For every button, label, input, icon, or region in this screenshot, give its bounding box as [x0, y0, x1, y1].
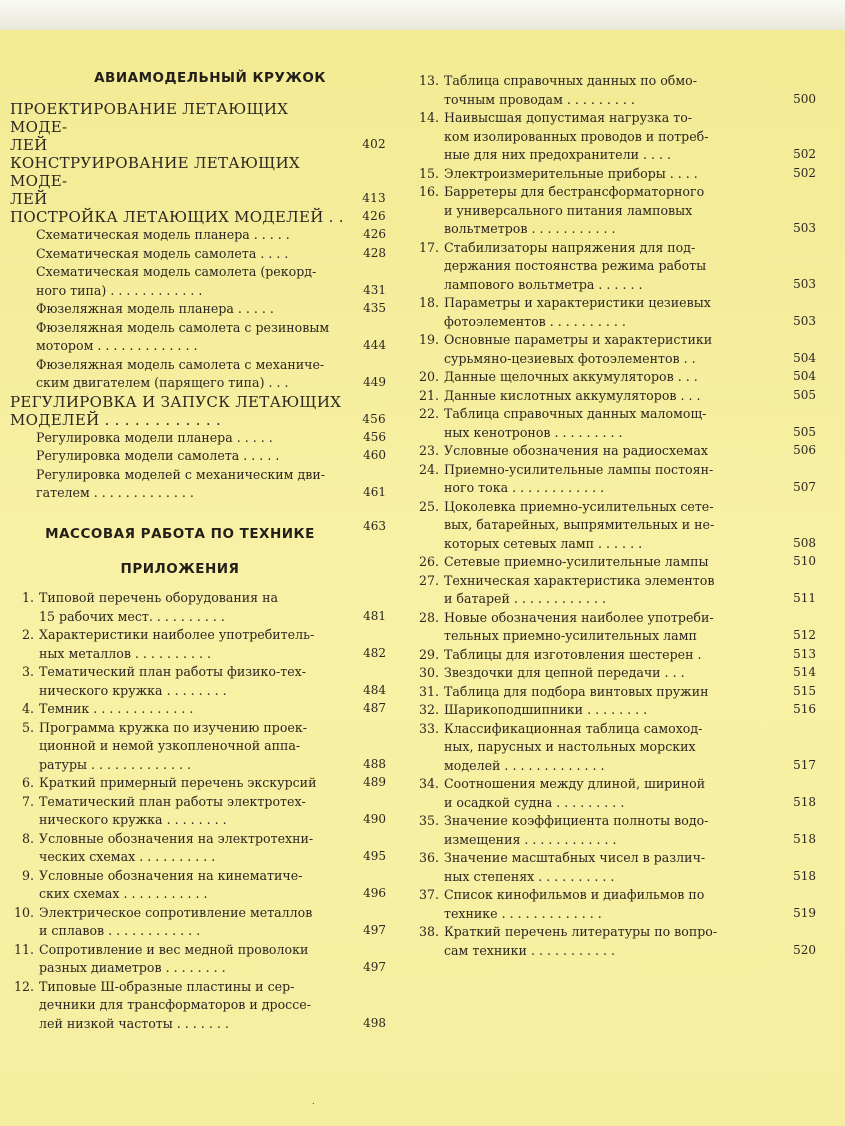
entry-text: Звездочки для цепной передачи . . .	[444, 665, 685, 680]
entry-number: 14.	[418, 110, 439, 125]
page-number: 506	[793, 443, 816, 457]
toc-entry-line: сам техники . . . . . . . . . . .	[444, 942, 616, 958]
toc-entry-line: ных кенотронов . . . . . . . . .	[444, 424, 623, 440]
toc-entry-line: Схематическая модель самолета . . . .	[36, 245, 289, 261]
toc-entry-line: тельных приемно-усилительных ламп	[444, 628, 697, 643]
toc-entry	[10, 100, 410, 154]
toc-entry	[10, 447, 410, 466]
page-number: 444	[363, 338, 386, 352]
toc-entry-line	[415, 701, 780, 720]
toc-entry-line: которых сетевых ламп . . . . . .	[444, 535, 643, 551]
toc-entry-line	[415, 923, 780, 942]
page-number: 426	[363, 227, 386, 241]
page-number: 520	[793, 942, 816, 957]
page-number: 503	[793, 221, 816, 235]
entry-number: 37.	[418, 887, 439, 902]
toc-entry-line: МОДЕЛЕЙ . . . . . . . . . . . .	[10, 410, 222, 429]
toc-entry-line: ЛЕЙ	[10, 136, 48, 154]
entry-number: 4.	[21, 701, 34, 716]
toc-section-appendix-right	[415, 72, 840, 960]
entry-text: Основные параметры и характеристики	[444, 332, 713, 347]
toc-entry	[10, 626, 410, 663]
page-number: 428	[363, 245, 386, 260]
page-number: 435	[363, 301, 386, 315]
toc-entry-line	[10, 589, 350, 608]
toc-entry-line: ПРОЕКТИРОВАНИЕ ЛЕТАЮЩИХ МОДЕ-	[10, 100, 289, 136]
entry-number: 20.	[418, 369, 439, 384]
toc-entry	[415, 572, 840, 609]
page-number: 460	[363, 448, 386, 462]
page-number: 496	[363, 886, 386, 900]
entry-text: Техническая характеристика элементов	[444, 572, 715, 588]
page-number: 426	[362, 209, 386, 223]
toc-entry	[415, 72, 840, 109]
entry-text: Параметры и характеристики цезиевых	[444, 295, 711, 310]
toc-entry-line	[10, 793, 350, 812]
toc-entry-line	[10, 719, 350, 738]
toc-entry-mass-work	[10, 518, 410, 544]
toc-entry-line: ратуры . . . . . . . . . . . . .	[39, 756, 192, 772]
page-number: 502	[793, 165, 816, 180]
entry-text: Значение масштабных чисел в различ-	[444, 850, 706, 865]
entry-text: Типовые Ш-образные пластины и сер-	[39, 978, 295, 994]
entry-number: 38.	[418, 924, 439, 939]
toc-entry	[10, 356, 410, 393]
entry-number: 25.	[418, 498, 439, 514]
toc-entry-line: РЕГУЛИРОВКА И ЗАПУСК ЛЕТАЮЩИХ	[10, 392, 342, 411]
toc-entry-line: сурьмяно-цезиевых фотоэлементов . .	[444, 350, 696, 366]
entry-text: Электрическое сопротивление металлов	[39, 904, 313, 920]
page-number: 503	[793, 276, 816, 291]
entry-number: 17.	[418, 239, 439, 255]
toc-entry-line: вых, батарейных, выпрямительных и не-	[444, 517, 715, 532]
toc-entry	[10, 226, 410, 245]
entry-text: Темник . . . . . . . . . . . . .	[39, 701, 194, 716]
toc-entry	[415, 849, 840, 886]
toc-entry-line	[415, 461, 780, 480]
page-number: 413	[362, 191, 386, 205]
toc-entry-line	[415, 368, 780, 387]
page-number: 502	[793, 147, 816, 161]
entry-text: Сетевые приемно-усилительные лампы	[444, 554, 709, 569]
entry-text: Краткий примерный перечень экскурсий	[39, 775, 317, 790]
toc-entry-line	[10, 904, 350, 923]
entry-text: Наивысшая допустимая нагрузка то-	[444, 110, 693, 125]
toc-entry-line: лампового вольтметра . . . . . .	[444, 276, 643, 292]
toc-entry	[10, 793, 410, 830]
entry-text: Краткий перечень литературы по вопро-	[444, 924, 718, 939]
page-number: 505	[793, 424, 816, 439]
toc-entry-line	[415, 165, 780, 184]
page-number: 505	[793, 387, 816, 402]
page-number: 482	[363, 645, 386, 660]
entry-number: 23.	[418, 443, 439, 458]
entry-number: 26.	[418, 554, 439, 569]
page-number: 497	[363, 960, 386, 974]
entry-number: 21.	[418, 387, 439, 403]
entry-text: Характеристики наиболее употребитель-	[39, 627, 315, 642]
page-number: 517	[793, 757, 816, 772]
left-column	[10, 70, 410, 1033]
toc-entry	[10, 589, 410, 626]
entry-number: 36.	[418, 850, 439, 865]
toc-entry-line	[415, 664, 780, 683]
entry-number: 12.	[13, 978, 34, 994]
entry-number: 28.	[418, 609, 439, 625]
page-number: 514	[793, 665, 816, 679]
page-number: 518	[793, 794, 816, 809]
page-number: 495	[363, 849, 386, 863]
toc-entry	[415, 664, 840, 683]
entry-text: Стабилизаторы напряжения для под-	[444, 239, 696, 255]
toc-entry	[415, 109, 840, 165]
toc-section-aviamodel	[10, 100, 410, 503]
page-number: 516	[793, 702, 816, 716]
toc-entry-line	[415, 609, 780, 628]
toc-entry-line: Фюзеляжная модель планера . . . . .	[36, 301, 274, 316]
entry-number: 1.	[21, 590, 34, 605]
entry-text: Данные щелочных аккумуляторов . . .	[444, 369, 698, 384]
background-edge	[0, 0, 845, 30]
entry-text: Новые обозначения наиболее употреби-	[444, 609, 714, 625]
entry-number: 22.	[418, 406, 439, 421]
toc-entry-line: ного типа) . . . . . . . . . . . .	[36, 282, 203, 298]
page-number: 490	[363, 812, 386, 826]
toc-entry-line: Регулировка моделей с механическим дви-	[36, 466, 325, 482]
entry-number: 5.	[21, 719, 34, 735]
toc-entry	[10, 663, 410, 700]
toc-entry-line: Фюзеляжная модель самолета с резиновым	[36, 319, 330, 335]
toc-entry	[415, 239, 840, 295]
entry-number: 13.	[418, 73, 439, 88]
page-number: 489	[363, 775, 386, 789]
page-number: 513	[793, 646, 816, 661]
page-number: 507	[793, 480, 816, 494]
page-number: 461	[363, 485, 386, 499]
toc-entry-line	[415, 387, 780, 406]
entry-number: 32.	[418, 702, 439, 717]
toc-entry-line: ских схемах . . . . . . . . . . .	[39, 886, 208, 901]
page-number: 515	[793, 683, 816, 698]
toc-entry-line	[415, 572, 780, 591]
right-column	[415, 72, 840, 960]
page-number: 504	[793, 350, 816, 365]
toc-entry-line	[415, 553, 780, 572]
toc-entry-line: ком изолированных проводов и потреб-	[444, 128, 709, 144]
entry-number: 7.	[21, 793, 34, 809]
entry-number: 8.	[21, 830, 34, 846]
toc-entry-line: Регулировка модели планера . . . . .	[36, 429, 273, 445]
toc-entry	[415, 812, 840, 849]
toc-entry-line: ционной и немой узкопленочной аппа-	[39, 738, 301, 753]
entry-text: Таблица для подбора винтовых пружин	[444, 683, 709, 699]
toc-entry-line	[10, 700, 350, 719]
toc-entry-line: точным проводам . . . . . . . . .	[444, 91, 635, 107]
toc-entry-line	[415, 886, 780, 905]
toc-entry	[415, 683, 840, 702]
entry-text: Таблица справочных данных по обмо-	[444, 73, 697, 88]
toc-entry-line	[10, 830, 350, 849]
page-number: 498	[363, 1015, 386, 1030]
toc-entry	[10, 978, 410, 1034]
entry-text: Соотношения между длиной, шириной	[444, 776, 706, 791]
page-number: 481	[363, 608, 386, 623]
toc-entry	[10, 300, 410, 319]
page-number: 402	[362, 137, 386, 151]
toc-entry	[10, 830, 410, 867]
section-heading-mass-work: МАССОВАЯ РАБОТА ПО ТЕХНИКЕ	[45, 525, 315, 542]
toc-entry-line: ных, парусных и настольных морских	[444, 739, 696, 754]
toc-entry	[415, 294, 840, 331]
entry-number: 34.	[418, 776, 439, 791]
toc-entry-line: и универсального питания ламповых	[444, 202, 693, 218]
entry-text: Барретеры для бестрансформаторного	[444, 184, 705, 199]
entry-number: 33.	[418, 720, 439, 736]
entry-number: 24.	[418, 461, 439, 477]
page-number: 510	[793, 554, 816, 568]
toc-entry	[10, 774, 410, 793]
toc-entry-line	[10, 626, 350, 645]
toc-entry-line: КОНСТРУИРОВАНИЕ ЛЕТАЮЩИХ МОДЕ-	[10, 154, 300, 190]
entry-number: 27.	[418, 572, 439, 588]
entry-number: 30.	[418, 665, 439, 680]
toc-entry-line	[415, 646, 780, 665]
toc-entry	[415, 609, 840, 646]
toc-entry	[10, 319, 410, 356]
toc-entry	[415, 331, 840, 368]
toc-entry	[415, 461, 840, 498]
entry-text: Тематический план работы электротех-	[39, 793, 306, 809]
page-number: 500	[793, 91, 816, 106]
toc-entry	[415, 923, 840, 960]
toc-entry-line: держания постоянства режима работы	[444, 258, 707, 273]
toc-entry	[415, 498, 840, 554]
toc-entry-line	[415, 331, 780, 350]
toc-entry	[415, 646, 840, 665]
toc-entry-line	[415, 498, 780, 517]
toc-entry-line: ные для них предохранители . . . .	[444, 147, 672, 162]
toc-entry-line: разных диаметров . . . . . . . .	[39, 960, 226, 975]
toc-entry	[10, 466, 410, 503]
toc-entry-line: фотоэлементов . . . . . . . . . .	[444, 313, 626, 329]
toc-entry	[10, 245, 410, 264]
entry-number: 16.	[418, 184, 439, 199]
toc-entry-line	[415, 239, 780, 258]
toc-entry-line: 15 рабочих мест. . . . . . . . . .	[39, 608, 225, 624]
toc-entry	[10, 700, 410, 719]
page-number: 504	[793, 369, 816, 383]
toc-entry	[415, 387, 840, 406]
entry-text: Таблица справочных данных маломощ-	[444, 406, 707, 421]
toc-entry-line: нического кружка . . . . . . . .	[39, 682, 227, 698]
page-number: 488	[363, 756, 386, 771]
page-number: 503	[793, 313, 816, 328]
page-number: 511	[793, 591, 816, 605]
page-number: 497	[363, 923, 386, 937]
footer-mark: .	[312, 1097, 315, 1106]
entry-text: Условные обозначения на радиосхемах	[444, 443, 708, 458]
toc-entry-line: мотором . . . . . . . . . . . . .	[36, 338, 198, 353]
toc-entry-line	[415, 775, 780, 794]
entry-text: Типовой перечень оборудования на	[39, 590, 279, 605]
entry-number: 31.	[418, 683, 439, 699]
toc-entry-line: и сплавов . . . . . . . . . . . .	[39, 923, 201, 938]
entry-text: Список кинофильмов и диафильмов по	[444, 887, 705, 902]
toc-entry-line	[415, 683, 780, 702]
entry-number: 2.	[21, 627, 34, 642]
entry-text: Приемно-усилительные лампы постоян-	[444, 461, 714, 477]
toc-entry	[10, 208, 410, 226]
entry-text: Классификационная таблица самоход-	[444, 720, 703, 736]
toc-entry	[10, 941, 410, 978]
toc-entry-line: измещения . . . . . . . . . . . .	[444, 831, 617, 847]
entry-number: 6.	[21, 775, 34, 790]
entry-text: Электроизмерительные приборы . . . .	[444, 165, 698, 181]
page-number: 463	[363, 518, 386, 533]
toc-entry-line: Фюзеляжная модель самолета с механиче-	[36, 356, 325, 372]
page-number: 518	[793, 868, 816, 883]
toc-entry-line: технике . . . . . . . . . . . . .	[444, 905, 602, 921]
entry-number: 29.	[418, 646, 439, 662]
toc-entry-line	[10, 941, 350, 960]
page-number: 519	[793, 905, 816, 920]
toc-entry-line: Схематическая модель планера . . . . .	[36, 227, 290, 242]
entry-number: 18.	[418, 295, 439, 310]
toc-entry	[415, 720, 840, 776]
entry-number: 35.	[418, 813, 439, 828]
entry-number: 10.	[13, 904, 34, 920]
toc-entry	[10, 393, 410, 429]
entry-text: Программа кружка по изучению проек-	[39, 719, 308, 735]
toc-entry-line: Схематическая модель самолета (рекорд-	[36, 264, 317, 279]
toc-entry	[10, 904, 410, 941]
entry-text: Цоколевка приемно-усилительных сете-	[444, 498, 714, 514]
toc-entry-line: ческих схемах . . . . . . . . . .	[39, 849, 216, 864]
page-number: 449	[363, 375, 386, 389]
toc-entry-line: ским двигателем (парящего типа) . . .	[36, 375, 289, 390]
toc-entry-line	[10, 663, 350, 682]
entry-number: 11.	[13, 941, 34, 957]
toc-entry	[10, 719, 410, 775]
toc-entry	[415, 553, 840, 572]
toc-entry	[415, 775, 840, 812]
toc-entry-line	[10, 978, 350, 997]
toc-entry-line: и осадкой судна . . . . . . . . .	[444, 794, 625, 810]
toc-entry	[10, 154, 410, 208]
page-number: 484	[363, 682, 386, 697]
page-number: 431	[363, 282, 386, 297]
toc-entry-line: ных степенях . . . . . . . . . .	[444, 868, 615, 884]
entry-text: Сопротивление и вес медной проволоки	[39, 941, 309, 957]
toc-entry-line: гателем . . . . . . . . . . . . .	[36, 485, 194, 500]
entry-number: 15.	[418, 165, 439, 181]
page-number: 508	[793, 535, 816, 550]
toc-entry	[415, 165, 840, 184]
toc-entry	[10, 263, 410, 300]
toc-entry-line	[415, 442, 780, 461]
section-heading-aviamodel: АВИАМОДЕЛЬНЫЙ КРУЖОК	[94, 70, 326, 86]
toc-entry	[415, 368, 840, 387]
toc-entry-line	[415, 720, 780, 739]
toc-entry-line: ных металлов . . . . . . . . . .	[39, 645, 211, 661]
toc-section-appendix-left	[10, 589, 410, 1033]
toc-entry-line	[415, 109, 780, 128]
entry-number: 3.	[21, 664, 34, 679]
toc-entry-line: ПОСТРОЙКА ЛЕТАЮЩИХ МОДЕЛЕЙ . .	[10, 208, 344, 226]
toc-entry-line: ЛЕЙ	[10, 190, 48, 208]
toc-entry-line: лей низкой частоты . . . . . . .	[39, 1015, 229, 1031]
toc-entry-line	[415, 812, 780, 831]
toc-entry-line	[415, 405, 780, 424]
page-number: 512	[793, 628, 816, 642]
toc-entry	[10, 429, 410, 448]
toc-entry-line: моделей . . . . . . . . . . . . .	[444, 757, 605, 773]
page-number: 518	[793, 831, 816, 846]
toc-entry-line	[415, 183, 780, 202]
toc-entry-line: дечники для трансформаторов и дроссе-	[39, 997, 311, 1012]
toc-entry	[415, 701, 840, 720]
toc-entry-line: ного тока . . . . . . . . . . . .	[444, 480, 605, 495]
toc-entry-line: вольтметров . . . . . . . . . . .	[444, 221, 616, 236]
toc-entry-line: и батарей . . . . . . . . . . . .	[444, 591, 606, 606]
toc-entry	[415, 183, 840, 239]
page-number: 456	[362, 411, 386, 426]
entry-text: Таблицы для изготовления шестерен .	[444, 646, 702, 662]
entry-text: Данные кислотных аккумуляторов . . .	[444, 387, 701, 403]
entry-text: Условные обозначения на кинематиче-	[39, 867, 303, 883]
entry-number: 19.	[418, 332, 439, 347]
toc-entry	[415, 442, 840, 461]
toc-entry-line	[10, 867, 350, 886]
toc-entry	[415, 405, 840, 442]
toc-entry-line: Регулировка модели самолета . . . . .	[36, 448, 280, 463]
entry-text: Значение коэффициента полноты водо-	[444, 813, 709, 828]
toc-entry	[415, 886, 840, 923]
toc-entry-line	[415, 849, 780, 868]
toc-entry-line	[415, 72, 780, 91]
page-number: 456	[363, 429, 386, 444]
section-heading-appendix: ПРИЛОЖЕНИЯ	[120, 561, 240, 577]
entry-text: Шарикоподшипники . . . . . . . .	[444, 702, 648, 717]
toc-entry	[10, 867, 410, 904]
page-number: 487	[363, 701, 386, 715]
toc-entry-line	[10, 774, 350, 793]
entry-text: Условные обозначения на электротехни-	[39, 830, 314, 846]
entry-text: Тематический план работы физико-тех-	[39, 664, 307, 679]
toc-entry-line	[415, 294, 780, 313]
toc-entry-line: нического кружка . . . . . . . .	[39, 812, 227, 827]
entry-number: 9.	[21, 867, 34, 883]
